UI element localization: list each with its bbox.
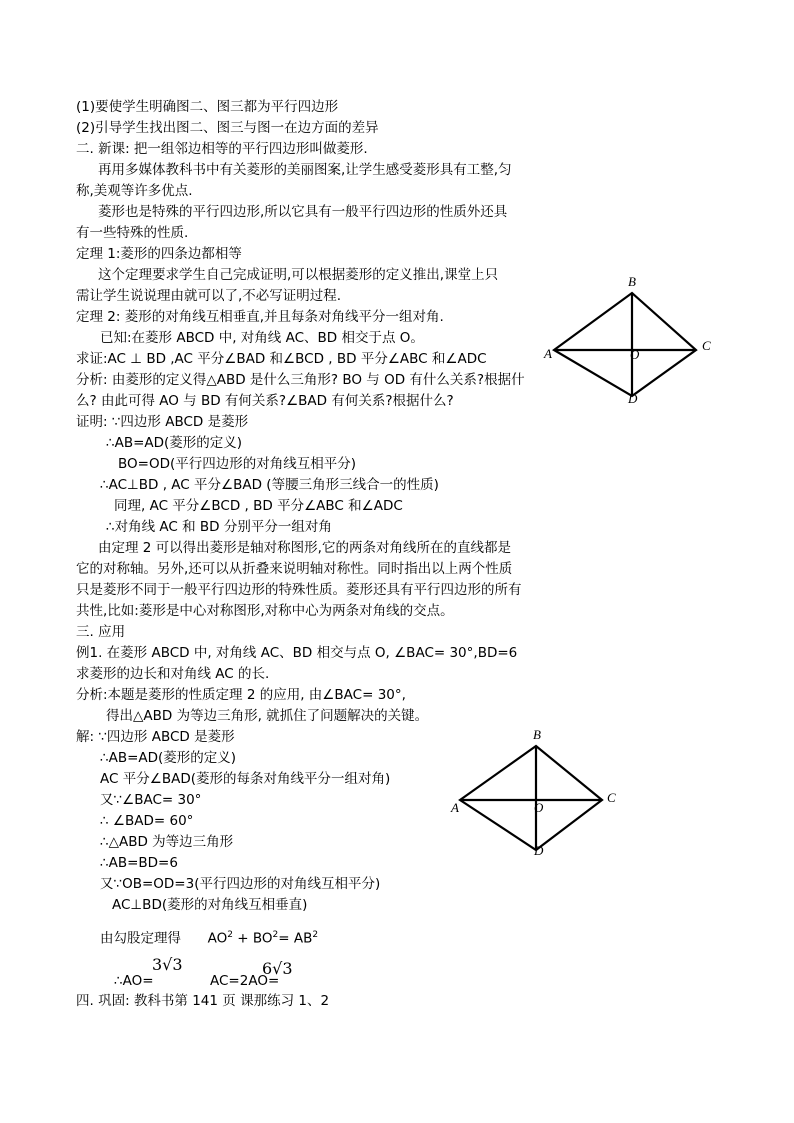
proof-line: 同理, AC 平分∠BCD , BD 平分∠ABC 和∠ADC bbox=[114, 498, 403, 514]
exponent: 2 bbox=[312, 930, 319, 940]
example-line: 例1. 在菱形 ABCD 中, 对角线 AC、BD 相交与点 O, ∠BAC= 30°,BD=6 bbox=[76, 645, 518, 661]
text-line: 称,美观等许多优点. bbox=[76, 183, 193, 199]
center-label-o: O bbox=[534, 800, 544, 815]
text-line: 共性,比如:菱形是中心对称图形,对称中心为两条对角线的交点。 bbox=[76, 603, 454, 619]
vertex-label-d: D bbox=[628, 391, 638, 406]
text-line: 它的对称轴。另外,还可以从折叠来说明轴对称性。同时指出以上两个性质 bbox=[76, 561, 513, 577]
solution-line: AC 平分∠BAD(菱形的每条对角线平分一组对角) bbox=[100, 771, 391, 787]
solution-line: AC⊥BD(菱形的对角线互相垂直) bbox=[112, 897, 308, 913]
ac-result-value: 6√3 bbox=[262, 959, 293, 978]
text-line: 由定理 2 可以得出菱形是轴对称图形,它的两条对角线所在的直线都是 bbox=[98, 540, 511, 556]
text-line: 这个定理要求学生自己完成证明,可以根据菱形的定义推出,课堂上只 bbox=[98, 267, 499, 283]
solution-line: 解: ∵四边形 ABCD 是菱形 bbox=[76, 729, 235, 745]
vertex-label-b: B bbox=[533, 727, 541, 742]
equation-bo: + BO bbox=[232, 930, 273, 947]
analysis-line: 得出△ABD 为等边三角形, 就抓住了问题解决的关键。 bbox=[106, 708, 429, 724]
section-heading-application: 三. 应用 bbox=[76, 624, 126, 640]
solution-line: ∴△ABD 为等边三角形 bbox=[100, 834, 234, 850]
given-line: 已知:在菱形 ABCD 中, 对角线 AC、BD 相交于点 O。 bbox=[100, 330, 424, 346]
center-label-o: O bbox=[630, 347, 640, 362]
solution-line: ∴AB=AD(菱形的定义) bbox=[100, 750, 237, 766]
solution-line: ∴AB=BD=6 bbox=[100, 855, 178, 871]
rhombus-diagram-2 bbox=[444, 724, 624, 864]
theorem-1: 定理 1:菱形的四条边都相等 bbox=[76, 246, 242, 262]
rhombus-outline bbox=[554, 293, 696, 396]
ao-result-label: ∴AO= bbox=[114, 973, 154, 989]
solution-line: 又∵OB=OD=3(平行四边形的对角线互相平分) bbox=[100, 876, 381, 892]
equation-ab: = AB bbox=[278, 930, 313, 947]
text-line: 只是菱形不同于一般平行四边形的特殊性质。菱形还具有平行四边形的所有 bbox=[76, 582, 522, 598]
proof-line: ∴AC⊥BD , AC 平分∠BAD (等腰三角形三线合一的性质) bbox=[100, 477, 439, 493]
vertex-label-a: A bbox=[451, 800, 459, 815]
solution-line: ∴ ∠BAD= 60° bbox=[100, 813, 194, 829]
section-heading-consolidation: 四. 巩固: 教科书第 141 页 课那练习 1、2 bbox=[76, 993, 330, 1009]
vertex-label-c: C bbox=[702, 338, 711, 353]
text-line: (1)要使学生明确图二、图三都为平行四边形 bbox=[76, 99, 339, 115]
proof-line: 证明: ∵四边形 ABCD 是菱形 bbox=[76, 414, 249, 430]
proof-line: ∴AB=AD(菱形的定义) bbox=[106, 435, 243, 451]
section-heading-new-lesson: 二. 新课: 把一组邻边相等的平行四边形叫做菱形. bbox=[76, 141, 368, 157]
solution-line: 又∵∠BAC= 30° bbox=[100, 792, 202, 808]
text-line: 菱形也是特殊的平行四边形,所以它具有一般平行四边形的性质外还具 bbox=[98, 204, 508, 220]
rhombus-diagram-1 bbox=[540, 270, 720, 410]
vertex-label-d: D bbox=[534, 843, 544, 858]
equation-ao: AO bbox=[207, 930, 228, 947]
pythagoras-line bbox=[100, 926, 318, 948]
analysis-line: 分析:本题是菱形的性质定理 2 的应用, 由∠BAC= 30°, bbox=[76, 687, 406, 703]
text-line: 再用多媒体教科书中有关菱形的美丽图案,让学生感受菱形具有工整,匀 bbox=[98, 162, 512, 178]
analysis-line: 么? 由此可得 AO 与 BD 有何关系?∠BAD 有何关系?根据什么? bbox=[76, 393, 454, 409]
exponent: 2 bbox=[227, 930, 233, 940]
text-line: 有一些特殊的性质. bbox=[76, 225, 189, 241]
vertex-label-c: C bbox=[607, 790, 616, 805]
analysis-line: 分析: 由菱形的定义得△ABD 是什么三角形? BO 与 OD 有什么关系?根据什 bbox=[76, 372, 525, 388]
rhombus-outline bbox=[460, 746, 602, 850]
exponent: 2 bbox=[272, 930, 279, 940]
pythagoras-label: 由勾股定理得 bbox=[100, 930, 181, 947]
prove-line: 求证:AC ⊥ BD ,AC 平分∠BAD 和∠BCD , BD 平分∠ABC 和∠ADC bbox=[76, 351, 487, 367]
ao-result-value: 3√3 bbox=[152, 955, 183, 974]
vertex-label-b: B bbox=[628, 274, 636, 289]
text-line: (2)引导学生找出图二、图三与图一在边方面的差异 bbox=[76, 120, 379, 136]
theorem-2: 定理 2: 菱形的对角线互相垂直,并且每条对角线平分一组对角. bbox=[76, 309, 444, 325]
text-line: 需让学生说说理由就可以了,不必写证明过程. bbox=[76, 288, 342, 304]
ac-result-label: AC=2AO= bbox=[210, 973, 280, 989]
vertex-label-a: A bbox=[544, 346, 552, 361]
example-line: 求菱形的边长和对角线 AC 的长. bbox=[76, 666, 270, 682]
proof-line: BO=OD(平行四边形的对角线互相平分) bbox=[118, 456, 357, 472]
proof-line: ∴对角线 AC 和 BD 分别平分一组对角 bbox=[106, 519, 332, 535]
